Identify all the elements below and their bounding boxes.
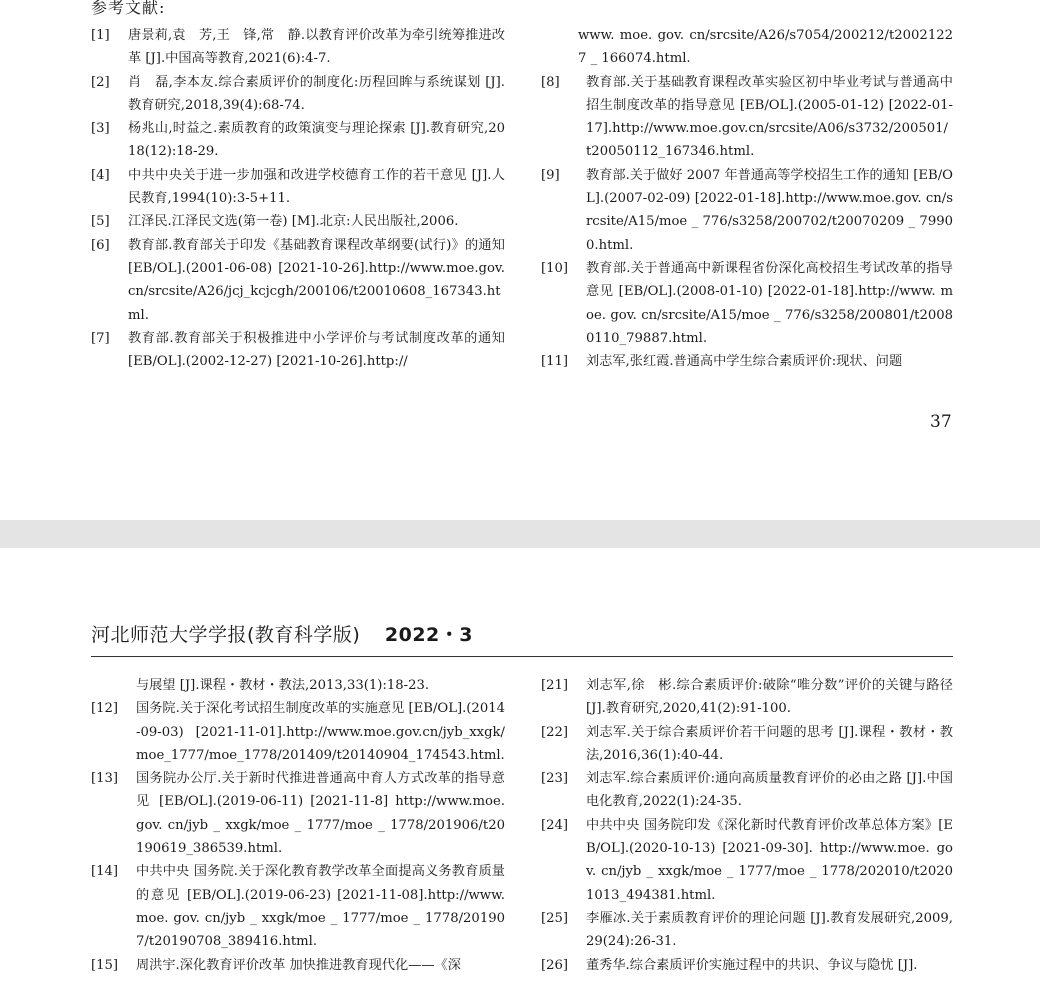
reference-number: [24] (541, 817, 569, 833)
reference-text: 刘志军.综合素质评价:通向高质量教育评价的必由之路 [J].中国电化教育,2022(1):24-35. (586, 771, 953, 810)
reference-number: [3] (91, 121, 110, 137)
reference-text: 刘志军,张红霞.普通高中学生综合素质评价:现状、问题 (586, 354, 903, 370)
reference-text: 教育部.关于基础教育课程改革实验区初中毕业考试与普通高中招生制度改革的指导意见 [EB/OL].(2005-01-12) [2022-01-17].http://www.moe.gov.cn/srcsite/A06/s3732/200501/t20050112_167346.html. (586, 74, 953, 160)
reference-text: 国务院.关于深化考试招生制度改革的实施意见 [EB/OL].(2014-09-03) [2021-11-01].http://www.moe.gov.cn/jyb_xxgk/moe_1777/moe_1778/201409/t20140904_174543.html. (136, 701, 505, 763)
reference-entry (541, 954, 953, 977)
reference-number: [4] (91, 167, 110, 183)
reference-entry (541, 767, 953, 814)
reference-text: 江泽民.江泽民文选(第一卷) [M].北京:人民出版社,2006. (128, 214, 459, 230)
reference-text: 国务院办公厅.关于新时代推进普通高中育人方式改革的指导意见 [EB/OL].(2019-06-11) [2021-11-8] http://www.moe. gov. cn/jyb _ xxgk/moe _ 1777/moe _ 1778/201906/t20190619_386539.html. (136, 771, 505, 857)
reference-number: [26] (541, 957, 569, 973)
reference-number: [21] (541, 678, 569, 693)
reference-number: [7] (91, 330, 110, 346)
reference-text: 杨兆山,时益之.素质教育的政策演变与理论探索 [J].教育研究,2018(12):18-29. (128, 121, 505, 160)
reference-entry (541, 350, 953, 373)
reference-number: [14] (91, 864, 119, 880)
reference-text: 刘志军.关于综合素质评价若干问题的思考 [J].课程・教材・教法,2016,36(1):40-44. (586, 724, 953, 763)
reference-text: 肖 磊,李本友.综合素质评价的制度化:历程回眸与系统谋划 [J].教育研究,2018,39(4):68-74. (128, 74, 505, 113)
reference-text: 刘志军,徐 彬.综合素质评价:破除“唯分数”评价的关键与路径 [J].教育研究,2020,41(2):91-100. (586, 678, 953, 717)
reference-entry (541, 257, 953, 350)
references-right-column (541, 674, 953, 977)
reference-number: [6] (91, 237, 110, 253)
references-heading: 参考文献: (91, 0, 166, 17)
header-rule (91, 656, 953, 657)
reference-number: [5] (91, 214, 110, 230)
reference-number: [13] (91, 771, 119, 787)
reference-text: 董秀华.综合素质评价实施过程中的共识、争议与隐忧 [J]. (586, 957, 918, 973)
journal-header (91, 622, 473, 648)
reference-number: [12] (91, 701, 119, 717)
reference-entry (91, 71, 505, 118)
references-left-column (91, 24, 505, 373)
reference-entry (91, 117, 505, 164)
reference-number: [25] (541, 910, 569, 926)
reference-entry (541, 907, 953, 954)
reference-entry (91, 24, 505, 71)
reference-entry (541, 721, 953, 768)
reference-text: 中共中央 国务院印发《深化新时代教育评价改革总体方案》[EB/OL].(2020-10-13) [2021-09-30]. http://www.moe. gov. cn/jyb _ xxgk/moe _ 1777/moe _ 1778/202010/t20201013_494381.html. (586, 817, 953, 903)
reference-entry (541, 814, 953, 907)
reference-text: 周洪宇.深化教育评价改革 加快推进教育现代化——《深 (136, 957, 461, 973)
reference-text: 教育部.关于普通高中新课程省份深化高校招生考试改革的指导意见 [EB/OL].(2008-01-10) [2022-01-18].http://www. moe. gov. cn/srcsite/A15/moe _ 776/s3258/200801/t20080110_79887.html. (586, 260, 953, 346)
reference-number: [15] (91, 957, 119, 973)
reference-number: [11] (541, 354, 569, 370)
reference-entry (91, 234, 505, 327)
reference-number: [22] (541, 724, 569, 740)
references-right-column (541, 24, 953, 373)
reference-entry (91, 767, 505, 860)
reference-entry (91, 954, 505, 977)
reference-entry (541, 71, 953, 164)
reference-text: 教育部.关于做好 2007 年普通高等学校招生工作的通知 [EB/OL].(2007-02-09) [2022-01-18].http://www.moe.gov. cn/srcsite/A15/moe _ 776/s3258/200702/t20070209 _ 79900.html. (586, 167, 953, 253)
reference-text: 中共中央 国务院.关于深化教育教学改革全面提高义务教育质量的意见 [EB/OL].(2019-06-23) [2021-11-08].http://www. moe. gov. cn/jyb _ xxgk/moe _ 1777/moe _ 1778/201907/t20190708_389416.html. (136, 864, 505, 950)
reference-number: [23] (541, 771, 569, 787)
reference-entry (91, 327, 505, 374)
journal-title: 河北师范大学学报(教育科学版) (91, 624, 361, 646)
reference-number: [2] (91, 74, 110, 90)
reference-number: [9] (541, 167, 560, 183)
reference-number: [10] (541, 260, 569, 276)
reference-text: 教育部.教育部关于积极推进中小学评价与考试制度改革的通知 [EB/OL].(2002-12-27) [2021-10-26].http:// (128, 330, 505, 370)
reference-entry (91, 164, 505, 211)
reference-continuation: 与展望 [J].课程・教材・教法,2013,33(1):18-23. (136, 678, 430, 693)
reference-number: [1] (91, 28, 110, 43)
journal-issue: 2022・3 (384, 624, 473, 646)
page-separator (0, 520, 1040, 548)
reference-entry (91, 210, 505, 233)
reference-entry (541, 164, 953, 257)
reference-number: [8] (541, 74, 560, 90)
reference-entry (91, 697, 505, 767)
reference-text: 中共中央关于进一步加强和改进学校德育工作的若干意见 [J].人民教育,1994(10):3-5+11. (128, 167, 505, 207)
reference-text: 李雁冰.关于素质教育评价的理论问题 [J].教育发展研究,2009,29(24):26-31. (586, 910, 953, 950)
reference-continuation: www. moe. gov. cn/srcsite/A26/s7054/200212/t20021227 _ 166074.html. (578, 28, 953, 67)
reference-entry (541, 674, 953, 721)
references-left-column (91, 674, 505, 977)
page-38 (0, 548, 1040, 995)
reference-text: 唐景莉,袁 芳,王 锋,常 静.以教育评价改革为牵引统筹推进改革 [J].中国高等教育,2021(6):4-7. (128, 28, 505, 67)
reference-text: 教育部.教育部关于印发《基础教育课程改革纲要(试行)》的通知 [EB/OL].(2001-06-08) [2021-10-26].http://www.moe.gov.cn/srcsite/A26/jcj_kcjcgh/200106/t20010608_167343.html. (128, 237, 505, 323)
page-number: 37 (930, 412, 952, 432)
reference-entry (91, 860, 505, 953)
